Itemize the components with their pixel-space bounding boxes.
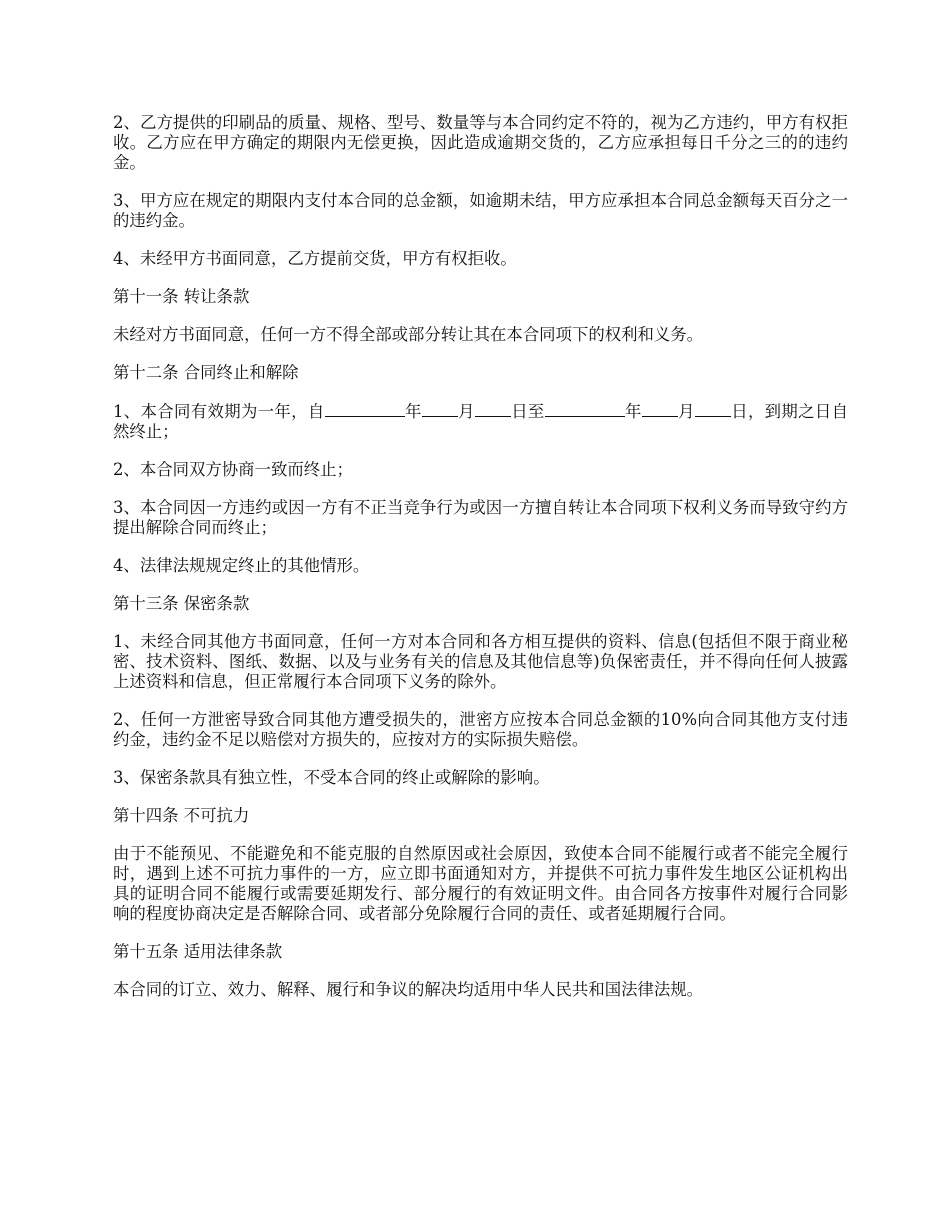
clause-15-body: 本合同的订立、效力、解释、履行和争议的解决均适用中华人民共和国法律法规。 [113, 980, 704, 999]
clause-12-item-2: 2、本合同双方协商一致而终止； [113, 460, 353, 479]
clause-13-item-1: 1、未经合同其他方书面同意，任何一方对本合同和各方相互提供的资料、信息(包括但不限于商业秘密、技术资料、图纸、数据、以及与业务有关的信息及其他信息等)负保密责任，并不得向任何人披露上述资料和信息，但正常履行本合同项下义务的除外。 [113, 632, 848, 691]
start-year-blank [325, 401, 405, 417]
clause-11-body: 未经对方书面同意，任何一方不得全部或部分转让其在本合同项下的权利和义务。 [113, 325, 704, 344]
clause-11-heading: 第十一条 转让条款 [113, 287, 250, 306]
end-year-blank [545, 401, 625, 417]
end-day-blank [695, 401, 731, 417]
clause-14-body: 由于不能预见、不能避免和不能克服的自然原因或社会原因，致使本合同不能履行或者不能完全履行时，遇到上述不可抗力事件的一方，应立即书面通知对方，并提供不可抗力事件发生地区公证机构出具的证明合同不能履行或需要延期发行、部分履行的有效证明文件。由合同各方按事件对履行合同影响的程度协商决定是否解除合同、或者部分免除履行合同的责任、或者延期履行合同。 [113, 844, 848, 923]
start-month-blank [422, 401, 458, 417]
start-day-label: 日至 [510, 402, 545, 421]
clause-12-heading: 第十二条 合同终止和解除 [113, 363, 299, 382]
clause-15-heading: 第十五条 适用法律条款 [113, 942, 283, 961]
start-year-label: 年 [404, 402, 422, 421]
term-lead-text: 1、本合同有效期为一年，自 [113, 402, 325, 421]
start-month-label: 月 [457, 402, 475, 421]
clause-10-item-3: 3、甲方应在规定的期限内支付本合同的总金额，如逾期未结，甲方应承担本合同总金额每天百分之一的违约金。 [113, 191, 848, 230]
clause-13-item-2: 2、任何一方泄密导致合同其他方遭受损失的，泄密方应按本合同总金额的10%向合同其他方支付违约金，违约金不足以赔偿对方损失的，应按对方的实际损失赔偿。 [113, 710, 848, 749]
document-body [113, 113, 848, 1018]
clause-13-heading: 第十三条 保密条款 [113, 594, 250, 613]
end-month-blank [642, 401, 678, 417]
end-month-label: 月 [677, 402, 695, 421]
clause-14-heading: 第十四条 不可抗力 [113, 806, 250, 825]
clause-12-item-1 [113, 401, 848, 442]
clause-12-item-4: 4、法律法规规定终止的其他情形。 [113, 556, 370, 575]
clause-10-item-2: 2、乙方提供的印刷品的质量、规格、型号、数量等与本合同约定不符的，视为乙方违约，甲方有权拒收。乙方应在甲方确定的期限内无偿更换，因此造成逾期交货的，乙方应承担每日千分之三的的违约金。 [113, 113, 848, 172]
clause-10-item-4: 4、未经甲方书面同意，乙方提前交货，甲方有权拒收。 [113, 249, 517, 268]
start-day-blank [475, 401, 511, 417]
clause-12-item-3: 3、本合同因一方违约或因一方有不正当竞争行为或因一方擅自转让本合同项下权利义务而导致守约方提出解除合同而终止； [113, 498, 848, 537]
end-year-label: 年 [624, 402, 642, 421]
term-tail-text: 日，到期之日自然终止； [113, 402, 849, 441]
clause-13-item-3: 3、保密条款具有独立性，不受本合同的终止或解除的影响。 [113, 768, 550, 787]
